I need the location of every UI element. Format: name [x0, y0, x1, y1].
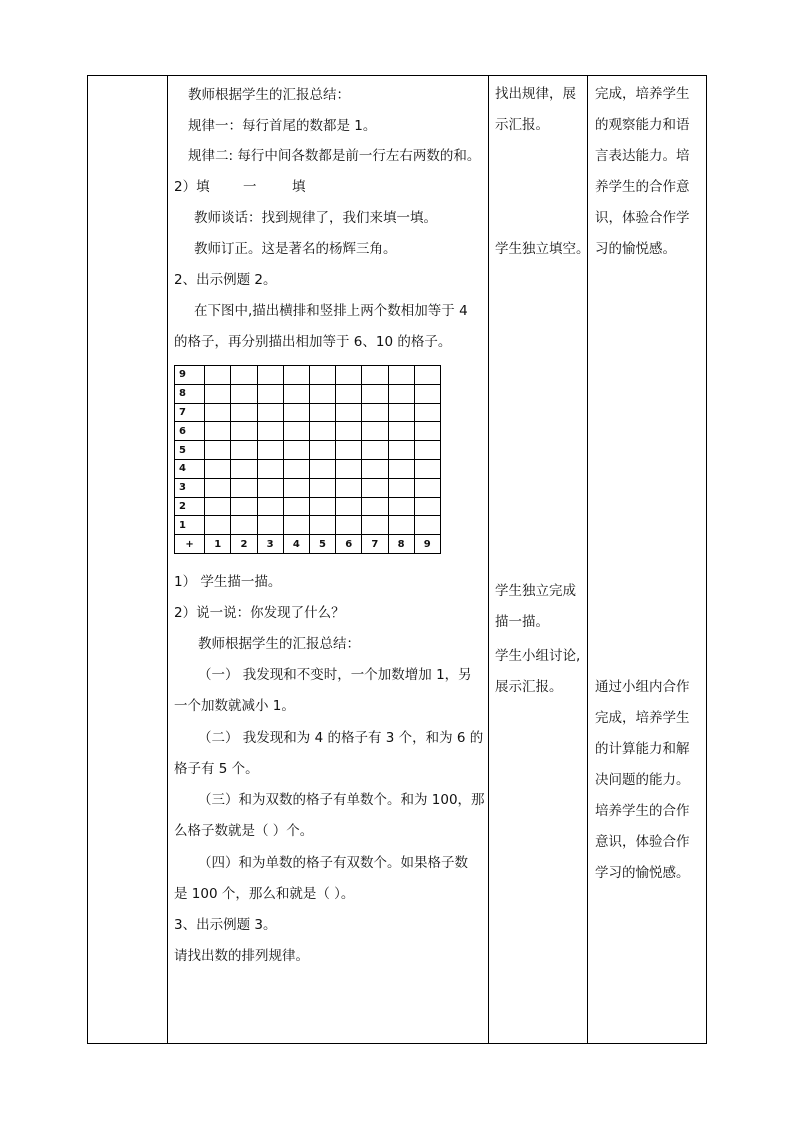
grid-cell: [414, 366, 440, 385]
grid-cell: [388, 459, 414, 478]
grid-row: [175, 459, 441, 478]
design-intent-line: 识，体验合作学: [595, 210, 690, 226]
grid-cell: [336, 366, 362, 385]
grid-col-label: 2: [231, 535, 257, 554]
student-activity-1a: 找出规律，展: [495, 86, 576, 102]
grid-cell: [283, 422, 309, 441]
grid-row-label: 5: [175, 441, 205, 460]
grid-col-label: 1: [205, 535, 231, 554]
grid-cell: [414, 478, 440, 497]
grid-cell: [309, 422, 335, 441]
rule-one: 规律一：每行首尾的数都是 1。: [188, 118, 377, 134]
grid-row: [175, 403, 441, 422]
grid-cell: [414, 441, 440, 460]
design-intent-line: 完成，培养学生: [595, 86, 690, 102]
grid-cell: [231, 422, 257, 441]
student-activity-1b: 示汇报。: [495, 117, 549, 133]
grid-cell: [257, 478, 283, 497]
fill-heading-w1: 一: [243, 179, 257, 195]
grid-cell: [205, 384, 231, 403]
grid-cell: [362, 497, 388, 516]
grid-cell: [362, 478, 388, 497]
column-divider-1: [167, 76, 168, 1043]
grid-cell: [257, 459, 283, 478]
design-intent-line: 习的愉悦感。: [595, 241, 676, 257]
grid-col-label: 5: [309, 535, 335, 554]
grid-cell: [336, 459, 362, 478]
grid-cell: [388, 403, 414, 422]
grid-cell: [257, 497, 283, 516]
grid-cell: [231, 441, 257, 460]
grid-cell: [388, 422, 414, 441]
grid-cell: [362, 422, 388, 441]
grid-cell: [231, 459, 257, 478]
grid-row-label: 7: [175, 403, 205, 422]
grid-cell: [414, 516, 440, 535]
student-activity-3a: 学生独立完成: [495, 583, 576, 599]
grid-row-label: 2: [175, 497, 205, 516]
design-intent-line: 的观察能力和语: [595, 117, 690, 133]
finding-two-2: 格子有 5 个。: [174, 761, 259, 777]
design-intent-line: 意识，体验合作: [595, 834, 690, 850]
grid-cell: [336, 497, 362, 516]
design-intent-line: 学习的愉悦感。: [595, 865, 690, 881]
summary-intro: 教师根据学生的汇报总结：: [188, 87, 350, 103]
grid-cell: [362, 366, 388, 385]
grid-cell: [231, 403, 257, 422]
example2-text-1: 在下图中,描出横排和竖排上两个数相加等于 4: [194, 303, 468, 319]
grid-col-label: 9: [414, 535, 440, 554]
design-intent-line: 完成，培养学生: [595, 710, 690, 726]
grid-cell: [362, 441, 388, 460]
grid-col-label: 4: [283, 535, 309, 554]
grid-row: [175, 384, 441, 403]
grid-row: [175, 497, 441, 516]
finding-four-1: （四）和为单数的格子有双数个。如果格子数: [198, 855, 468, 871]
finding-three-1: （三）和为双数的格子有单数个。和为 100，那: [198, 792, 485, 808]
grid-cell: [362, 516, 388, 535]
grid-cell: [362, 403, 388, 422]
grid-cell: [283, 459, 309, 478]
grid-cell: [414, 459, 440, 478]
grid-cell: [309, 366, 335, 385]
grid-cell: [205, 441, 231, 460]
grid-cell: [205, 366, 231, 385]
student-activity-3b: 描一描。: [495, 614, 549, 630]
design-intent-line: 言表达能力。培: [595, 148, 690, 164]
grid-row: [175, 478, 441, 497]
design-intent-line: 决问题的能力。: [595, 772, 690, 788]
design-intent-line: 的计算能力和解: [595, 741, 690, 757]
grid-cell: [283, 497, 309, 516]
grid-row-label: 1: [175, 516, 205, 535]
grid-axis-row: [175, 535, 441, 554]
finding-two-1: （二） 我发现和为 4 的格子有 3 个，和为 6 的: [198, 730, 484, 746]
grid-cell: [336, 384, 362, 403]
grid-cell: [336, 403, 362, 422]
grid-cell: [231, 384, 257, 403]
grid-cell: [309, 497, 335, 516]
student-activity-4b: 展示汇报。: [495, 679, 563, 695]
rule-two: 规律二: 每行中间各数都是前一行左右两数的和。: [188, 148, 481, 164]
grid-cell: [309, 478, 335, 497]
grid-cell: [309, 516, 335, 535]
addition-grid: [174, 365, 441, 554]
grid-cell: [283, 441, 309, 460]
grid-cell: [414, 422, 440, 441]
grid-cell: [336, 478, 362, 497]
grid-cell: [231, 516, 257, 535]
grid-cell: [257, 384, 283, 403]
column-divider-3: [587, 76, 588, 1043]
grid-cell: [257, 403, 283, 422]
grid-cell: [205, 497, 231, 516]
grid-col-label: 8: [388, 535, 414, 554]
grid-cell: [283, 516, 309, 535]
grid-cell: [336, 441, 362, 460]
column-divider-2: [488, 76, 489, 1043]
step-two: 2）说一说：你发现了什么？: [174, 605, 345, 621]
grid-cell: [388, 366, 414, 385]
grid-cell: [414, 403, 440, 422]
grid-row-label: 3: [175, 478, 205, 497]
grid-cell: [388, 516, 414, 535]
grid-row: [175, 516, 441, 535]
step-one: 1） 学生描一描。: [174, 574, 282, 590]
grid-col-label: 7: [362, 535, 388, 554]
grid-row-label: 6: [175, 422, 205, 441]
grid-cell: [362, 384, 388, 403]
grid-cell: [414, 497, 440, 516]
example2-heading: 2、出示例题 2。: [174, 272, 277, 288]
grid-row: [175, 441, 441, 460]
teacher-talk: 教师谈话：找到规律了，我们来填一填。: [194, 210, 437, 226]
grid-cell: [283, 403, 309, 422]
grid-cell: [283, 478, 309, 497]
grid-cell: [388, 478, 414, 497]
grid-cell: [205, 459, 231, 478]
grid-col-label: 3: [257, 535, 283, 554]
grid-cell: [336, 422, 362, 441]
grid-cell: [388, 497, 414, 516]
grid-cell: [205, 422, 231, 441]
grid-cell: [309, 459, 335, 478]
grid-cell: [231, 497, 257, 516]
grid-cell: [309, 384, 335, 403]
grid-cell: [257, 422, 283, 441]
grid-col-label: 6: [336, 535, 362, 554]
grid-cell: [388, 384, 414, 403]
grid-cell: [231, 478, 257, 497]
design-intent-line: 培养学生的合作: [595, 803, 690, 819]
grid-cell: [257, 516, 283, 535]
grid-cell: [414, 384, 440, 403]
student-activity-4a: 学生小组讨论,: [495, 648, 581, 664]
grid-cell: [362, 459, 388, 478]
grid-cell: [257, 441, 283, 460]
student-activity-2: 学生独立填空。: [495, 241, 590, 257]
finding-one-2: 一个加数就减小 1。: [174, 698, 295, 714]
finding-one-1: （一） 我发现和不变时，一个加数增加 1，另: [198, 667, 472, 683]
grid-cell: [205, 403, 231, 422]
fill-heading-num: 2）填: [174, 179, 210, 195]
fill-heading-w2: 填: [292, 179, 306, 195]
grid-cell: [388, 441, 414, 460]
grid-cell: [231, 366, 257, 385]
grid-plus-sign: +: [175, 535, 205, 554]
example3-text: 请找出数的排列规律。: [174, 948, 309, 964]
grid-cell: [283, 366, 309, 385]
grid-row: [175, 422, 441, 441]
grid-row: [175, 366, 441, 385]
summary-intro-2: 教师根据学生的汇报总结：: [198, 636, 360, 652]
example3-heading: 3、出示例题 3。: [174, 917, 277, 933]
grid-row-label: 4: [175, 459, 205, 478]
teacher-correct: 教师订正。这是著名的杨辉三角。: [194, 241, 397, 257]
design-intent-line: 养学生的合作意: [595, 179, 690, 195]
grid-cell: [205, 516, 231, 535]
grid-cell: [336, 516, 362, 535]
grid-cell: [309, 441, 335, 460]
finding-three-2: 么格子数就是（ ）个。: [174, 823, 314, 839]
design-intent-line: 通过小组内合作: [595, 679, 690, 695]
grid-row-label: 8: [175, 384, 205, 403]
grid-cell: [309, 403, 335, 422]
grid-cell: [283, 384, 309, 403]
grid-cell: [257, 366, 283, 385]
grid-row-label: 9: [175, 366, 205, 385]
grid-cell: [205, 478, 231, 497]
finding-four-2: 是 100 个，那么和就是（ ）。: [174, 886, 355, 902]
example2-text-2: 的格子，再分别描出相加等于 6、10 的格子。: [174, 334, 452, 350]
